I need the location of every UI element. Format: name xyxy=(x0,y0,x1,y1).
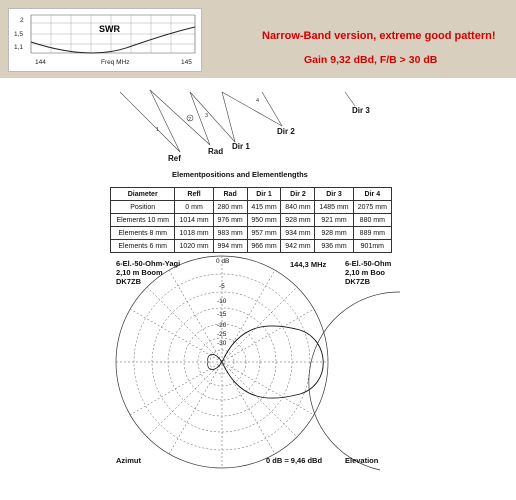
table-cell: 840 mm xyxy=(281,201,315,214)
table-cell: 0 mm xyxy=(175,201,213,214)
elevation-ring-fragment xyxy=(309,292,400,470)
table-cell: Position xyxy=(111,201,175,214)
table-cell: 983 mm xyxy=(213,227,247,240)
table-header-cell: Refl xyxy=(175,188,213,201)
db-tick-10: -10 xyxy=(217,298,227,305)
table-cell: 1485 mm xyxy=(315,201,353,214)
table-cell: 950 mm xyxy=(247,214,281,227)
table-header-cell: Dir 3 xyxy=(315,188,353,201)
table-header-cell: Dir 1 xyxy=(247,188,281,201)
table-header-cell: Rad xyxy=(213,188,247,201)
db-tick-30: -30 xyxy=(217,340,227,347)
azimuth-title-line: 2,10 m Boom xyxy=(116,268,163,277)
swr-x-start: 144 xyxy=(35,59,46,66)
element-number-1: 1 xyxy=(156,127,160,133)
table-cell: 921 mm xyxy=(315,214,353,227)
element-number-2: 2 xyxy=(188,117,192,123)
table-cell: 1020 mm xyxy=(175,240,213,253)
gain-text: Gain 9,32 dBd, F/B > 30 dB xyxy=(304,54,438,66)
table-cell: 880 mm xyxy=(353,214,391,227)
azimuth-title xyxy=(116,259,180,286)
table-header-cell: Dir 4 xyxy=(353,188,391,201)
table-cell: 966 mm xyxy=(247,240,281,253)
label-rad: Rad xyxy=(208,147,224,156)
swr-tick-1-5: 1,5 xyxy=(14,31,24,38)
elevation-title xyxy=(345,259,391,286)
db-tick-0: 0 dB xyxy=(216,258,230,265)
db-tick-25: -25 xyxy=(217,331,227,338)
table-cell: 936 mm xyxy=(315,240,353,253)
element-number-3: 3 xyxy=(205,113,209,119)
label-dir3: Dir 3 xyxy=(352,106,370,115)
elevation-title-line: DK7ZB xyxy=(345,277,371,286)
swr-tick-1-1: 1,1 xyxy=(14,44,24,51)
table-cell: Elements 8 mm xyxy=(111,227,175,240)
table-cell: 934 mm xyxy=(281,227,315,240)
elevation-footer: Elevation xyxy=(345,456,379,465)
table-cell: 889 mm xyxy=(353,227,391,240)
headline: Narrow-Band version, extreme good pattern! xyxy=(262,30,496,42)
swr-x-end: 145 xyxy=(181,59,192,66)
table-cell: 994 mm xyxy=(213,240,247,253)
table-cell: 942 mm xyxy=(281,240,315,253)
db-tick-20: -20 xyxy=(217,322,227,329)
table-cell: Elements 10 mm xyxy=(111,214,175,227)
azimuth-title-line: 6-El.-50-Ohm-Yagi xyxy=(116,259,181,268)
label-dir1: Dir 1 xyxy=(232,142,250,151)
table-cell: 976 mm xyxy=(213,214,247,227)
azimuth-title-line: DK7ZB xyxy=(116,277,142,286)
table-title: Elementpositions and Elementlengths xyxy=(172,170,308,179)
element-number-4: 4 xyxy=(256,98,260,104)
table-header-cell: Dir 2 xyxy=(281,188,315,201)
table-cell: 1018 mm xyxy=(175,227,213,240)
table-cell: 280 mm xyxy=(213,201,247,214)
table-header-cell: Diameter xyxy=(111,188,175,201)
azimuth-footer: Azimut xyxy=(116,456,141,465)
swr-tick-2: 2 xyxy=(20,17,24,24)
table-cell: 928 mm xyxy=(281,214,315,227)
zero-db-reference: 0 dB = 9,46 dBd xyxy=(266,456,323,465)
label-ref: Ref xyxy=(168,154,181,163)
table-cell: 928 mm xyxy=(315,227,353,240)
table-cell: 901mm xyxy=(353,240,391,253)
table-cell: 957 mm xyxy=(247,227,281,240)
azimuth-frequency: 144,3 MHz xyxy=(290,260,327,269)
db-tick-15: -15 xyxy=(217,311,227,318)
table-cell: Elements 6 mm xyxy=(111,240,175,253)
table-cell: 415 mm xyxy=(247,201,281,214)
elevation-title-line: 6-El.-50-Ohm xyxy=(345,259,392,268)
label-dir2: Dir 2 xyxy=(277,127,295,136)
table-cell: 2075 mm xyxy=(353,201,391,214)
elevation-title-line: 2,10 m Boo xyxy=(345,268,386,277)
db-tick-5: -5 xyxy=(219,283,225,290)
swr-x-label: Freq MHz xyxy=(101,59,130,66)
table-cell: 1014 mm xyxy=(175,214,213,227)
swr-title: SWR xyxy=(99,24,120,34)
